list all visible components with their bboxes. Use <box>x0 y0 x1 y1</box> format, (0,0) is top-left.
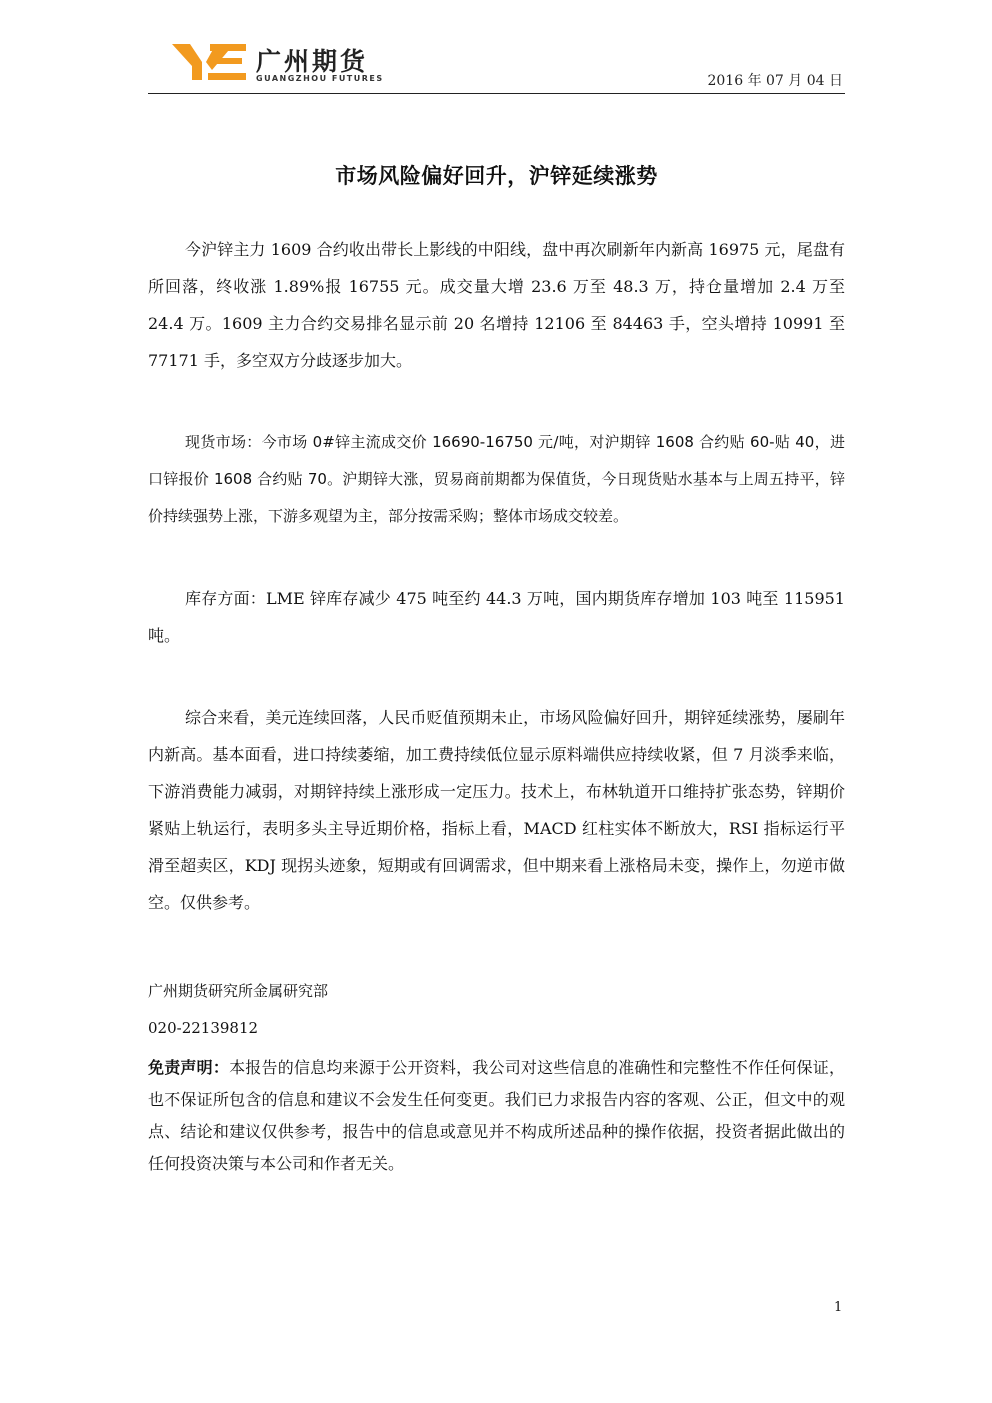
company-logo <box>172 40 432 90</box>
research-department: 广州期货研究所金属研究部 <box>148 982 329 1000</box>
page-number: 1 <box>834 1300 843 1315</box>
gf-logo-icon <box>172 40 250 86</box>
report-title: 市场风险偏好回升，沪锌延续涨势 <box>335 163 658 188</box>
disclaimer-label: 免责声明： <box>148 1058 230 1077</box>
paragraph-outlook: 综合来看，美元连续回落，人民币贬值预期未止，市场风险偏好回升，期锌延续涨势，屡刷年内新高。基本面看，进口持续萎缩，加工费持续低位显示原料端供应持续收紧，但 7 月淡季来临，下游消费能力减弱，对期锌持续上涨形成一定压力。技术上，布林轨道开口维持扩张态势，锌期价紧贴上轨运行，表明多头主导近期价格，指标上看，MACD 红柱实体不断放大，RSI 指标运行平滑至超卖区，KDJ 现拐头迹象，短期或有回调需求，但中期来看上涨格局未变，操作上，勿逆市做空。仅供参考。 <box>148 708 845 912</box>
logo-chinese-name: 广州期货 <box>256 47 369 76</box>
page-header <box>148 34 845 96</box>
paragraph-market-summary: 今沪锌主力 1609 合约收出带长上影线的中阳线，盘中再次刷新年内新高 16975 元，尾盘有所回落，终收涨 1.89%报 16755 元。成交量大增 23.6 万至 48.3 万，持仓量增加 2.4 万至 24.4 万。1609 主力合约交易排名显示前 20 名增持 12106 至 84463 手，空头增持 10991 至 77171 手，多空双方分歧逐步加大。 <box>148 240 845 370</box>
paragraph-spot-market: 现货市场：今市场 0#锌主流成交价 16690-16750 元/吨，对沪期锌 1608 合约贴 60-贴 40，进口锌报价 1608 合约贴 70。沪期锌大涨，贸易商前期都为保值货，今日现货贴水基本与上周五持平，锌价持续强势上涨，下游多观望为主，部分按需采购；整体市场成交较差。 <box>148 433 845 525</box>
header-divider <box>148 93 845 94</box>
disclaimer <box>148 1052 845 1180</box>
report-date: 2016 年 07 月 04 日 <box>707 73 843 89</box>
contact-phone: 020-22139812 <box>148 1019 259 1037</box>
paragraph-inventory: 库存方面：LME 锌库存减少 475 吨至约 44.3 万吨，国内期货库存增加 103 吨至 115951 吨。 <box>148 589 845 645</box>
logo-english-name: GUANGZHOU FUTURES <box>256 74 384 83</box>
disclaimer-text: 本报告的信息均来源于公开资料，我公司对这些信息的准确性和完整性不作任何保证，也不保证所包含的信息和建议不会发生任何变更。我们已力求报告内容的客观、公正，但文中的观点、结论和建议仅供参考，报告中的信息或意见并不构成所述品种的操作依据，投资者据此做出的任何投资决策与本公司和作者无关。 <box>148 1058 845 1173</box>
